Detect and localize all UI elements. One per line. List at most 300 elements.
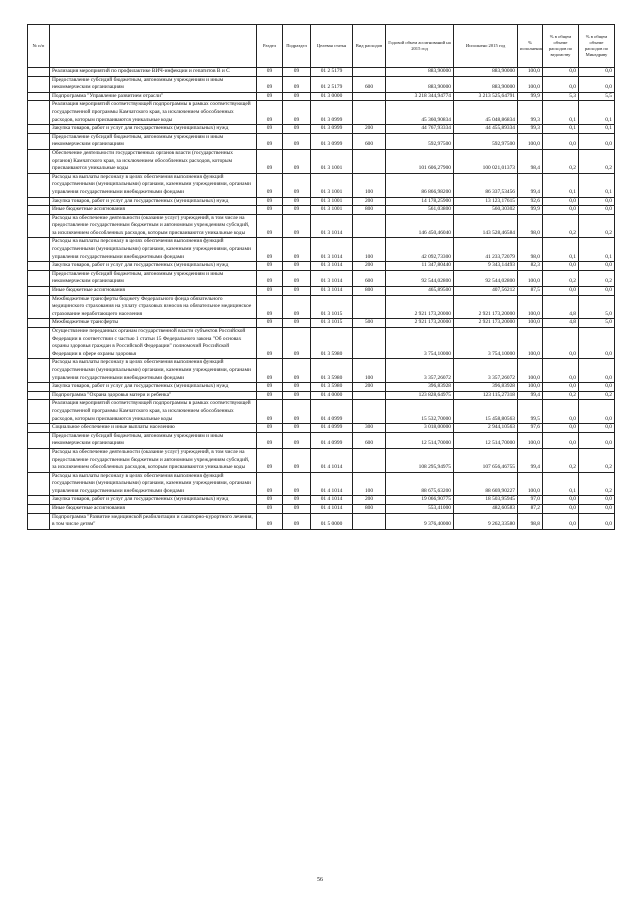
- row-podrazdel: 09: [283, 391, 311, 400]
- row-share1: 4,8: [543, 319, 579, 328]
- row-fact: 15 458,80563: [454, 400, 518, 424]
- row-plan: 592,97500: [386, 133, 454, 149]
- row-fact: 18 503,95945: [454, 496, 518, 505]
- row-name: Осуществление переданных органам государственной власти субъектов Российской Федерации в соответствии с частью 1 статьи 15 Федерального закона "Об основах охраны здоровья граждан в Российской Федерации" полномочий Российской Федерации в сфере охраны здоровья: [50, 328, 257, 359]
- row-pct: 99,4: [518, 391, 543, 400]
- row-fact: 143 528,46584: [454, 214, 518, 238]
- row-share2: 0,2: [579, 391, 615, 400]
- row-number: [28, 432, 50, 448]
- row-name: Предоставление субсидий бюджетным, автономным учреждениям и иным некоммерческим организациям: [50, 76, 257, 92]
- row-statya: 01 4 0000: [311, 391, 353, 400]
- row-pct: 99,4: [518, 448, 543, 472]
- row-podrazdel: 09: [283, 359, 311, 383]
- row-podrazdel: 09: [283, 400, 311, 424]
- row-fact: 3 213 525,64791: [454, 92, 518, 101]
- row-fact: 2 921 173,20000: [454, 319, 518, 328]
- row-razdel: 09: [257, 262, 283, 271]
- row-name: Подпрограмма "Развитие медицинской реабилитации и санаторно-курортного лечения, в том числе детям": [50, 513, 257, 529]
- row-razdel: 09: [257, 125, 283, 134]
- row-vid: [353, 400, 386, 424]
- row-podrazdel: 09: [283, 68, 311, 77]
- row-share2: 0,0: [579, 68, 615, 77]
- row-plan: 3 018,00000: [386, 424, 454, 433]
- row-share1: 0,2: [543, 391, 579, 400]
- budget-table: [27, 24, 615, 530]
- table-row: [28, 359, 615, 383]
- row-plan: 88 675,63200: [386, 472, 454, 496]
- row-fact: 9 343,14493: [454, 262, 518, 271]
- table-row: [28, 206, 615, 215]
- table-row: [28, 125, 615, 134]
- row-vid: 800: [353, 505, 386, 514]
- row-razdel: 09: [257, 76, 283, 92]
- table-row: [28, 149, 615, 173]
- table-row: [28, 68, 615, 77]
- row-vid: [353, 513, 386, 529]
- row-name: Расходы на выплаты персоналу в целях обеспечения выполнения функций государственными (муниципальными) органами, казенными учреждениями, органами управления государственными внебюджетными фондами: [50, 173, 257, 197]
- row-share1: 0,2: [543, 448, 579, 472]
- row-podrazdel: 09: [283, 133, 311, 149]
- table-row: [28, 391, 615, 400]
- row-share1: 0,0: [543, 206, 579, 215]
- row-statya: 01 3 5980: [311, 359, 353, 383]
- header-plan: Годовой объем ассигнований на 2015 год: [386, 25, 454, 68]
- row-name: Расходы на обеспечение деятельности (оказание услуг) учреждений, в том числе на предоставление государственным бюджетным и автономным учреждениям субсидий, за исключением обособленных расходов, которым присваиваются уникальные коды: [50, 448, 257, 472]
- table-row: [28, 513, 615, 529]
- row-razdel: 09: [257, 328, 283, 359]
- row-name: Реализация мероприятий соответствующей подпрограммы в рамках соответствующей государственной программы Камчатского края, за исключением обособленных расходов, которым присваиваются уникальные коды: [50, 101, 257, 125]
- row-share1: 0,0: [543, 496, 579, 505]
- row-share1: 0,1: [543, 101, 579, 125]
- table-row: [28, 262, 615, 271]
- table-row: [28, 287, 615, 296]
- row-share1: 0,1: [543, 472, 579, 496]
- row-pct: 99,9: [518, 206, 543, 215]
- table-row: [28, 295, 615, 319]
- header-name: [50, 25, 257, 68]
- row-pct: 82,3: [518, 262, 543, 271]
- row-share2: 0,2: [579, 472, 615, 496]
- row-share2: 5,0: [579, 295, 615, 319]
- row-number: [28, 133, 50, 149]
- row-podrazdel: 09: [283, 206, 311, 215]
- row-share1: 0,0: [543, 424, 579, 433]
- row-razdel: 09: [257, 133, 283, 149]
- row-name: Предоставление субсидий бюджетным, автономным учреждениям и иным некоммерческим организациям: [50, 133, 257, 149]
- table-row: [28, 496, 615, 505]
- row-statya: 01 4 1014: [311, 496, 353, 505]
- row-statya: 01 3 0000: [311, 92, 353, 101]
- row-statya: 01 3 0999: [311, 133, 353, 149]
- row-podrazdel: 09: [283, 383, 311, 392]
- row-share1: 0,0: [543, 287, 579, 296]
- row-fact: 13 123,17615: [454, 197, 518, 206]
- row-statya: 01 3 1014: [311, 238, 353, 262]
- row-share2: 0,2: [579, 149, 615, 173]
- row-share2: 0,1: [579, 238, 615, 262]
- table-row: [28, 173, 615, 197]
- table-row: [28, 505, 615, 514]
- row-podrazdel: 09: [283, 92, 311, 101]
- row-pct: 100,0: [518, 295, 543, 319]
- row-razdel: 09: [257, 432, 283, 448]
- row-statya: 01 3 1001: [311, 197, 353, 206]
- row-number: [28, 76, 50, 92]
- row-razdel: 09: [257, 513, 283, 529]
- row-plan: 92 544,02800: [386, 270, 454, 286]
- header-podrazdel: Подраздел: [283, 25, 311, 68]
- row-vid: 200: [353, 197, 386, 206]
- row-share1: 0,1: [543, 238, 579, 262]
- row-statya: 01 3 1014: [311, 287, 353, 296]
- header-num: № п/п: [28, 25, 50, 68]
- row-pct: 87,5: [518, 287, 543, 296]
- row-name: Закупка товаров, работ и услуг для государственных (муниципальных) нужд: [50, 383, 257, 392]
- row-pct: 99,5: [518, 400, 543, 424]
- row-pct: 100,0: [518, 383, 543, 392]
- row-plan: 42 092,73300: [386, 238, 454, 262]
- row-podrazdel: 09: [283, 270, 311, 286]
- row-pct: 100,0: [518, 133, 543, 149]
- row-share2: 0,2: [579, 214, 615, 238]
- table-body: [28, 68, 615, 530]
- header-vid: Вид расходов: [353, 25, 386, 68]
- row-razdel: 09: [257, 238, 283, 262]
- row-share2: 0,0: [579, 133, 615, 149]
- row-razdel: 09: [257, 173, 283, 197]
- row-share2: 0,0: [579, 359, 615, 383]
- row-plan: 108 295,94975: [386, 448, 454, 472]
- row-number: [28, 206, 50, 215]
- row-razdel: 09: [257, 92, 283, 101]
- row-podrazdel: 09: [283, 125, 311, 134]
- row-name: Иные бюджетные ассигнования: [50, 206, 257, 215]
- row-share1: 0,0: [543, 400, 579, 424]
- row-name: Предоставление субсидий бюджетным, автономным учреждениям и иным некоммерческим организациям: [50, 432, 257, 448]
- table-row: [28, 472, 615, 496]
- row-name: Иные бюджетные ассигнования: [50, 287, 257, 296]
- row-plan: 2 921 173,20000: [386, 319, 454, 328]
- row-share1: 0,1: [543, 125, 579, 134]
- row-statya: 01 2 5179: [311, 68, 353, 77]
- row-vid: 100: [353, 472, 386, 496]
- table-row: [28, 133, 615, 149]
- row-number: [28, 287, 50, 296]
- header-razdel: Раздел: [257, 25, 283, 68]
- row-podrazdel: 09: [283, 149, 311, 173]
- row-pct: 98,8: [518, 513, 543, 529]
- row-number: [28, 424, 50, 433]
- row-number: [28, 197, 50, 206]
- row-fact: 482,60583: [454, 505, 518, 514]
- row-statya: 01 4 0999: [311, 400, 353, 424]
- row-fact: 41 233,72079: [454, 238, 518, 262]
- row-name: Закупка товаров, работ и услуг для государственных (муниципальных) нужд: [50, 262, 257, 271]
- row-plan: 2 921 173,20000: [386, 295, 454, 319]
- row-vid: 600: [353, 133, 386, 149]
- row-share1: 0,2: [543, 214, 579, 238]
- row-statya: 01 5 0000: [311, 513, 353, 529]
- row-podrazdel: 09: [283, 424, 311, 433]
- row-vid: [353, 214, 386, 238]
- row-number: [28, 270, 50, 286]
- row-podrazdel: 09: [283, 287, 311, 296]
- row-number: [28, 125, 50, 134]
- row-statya: 01 4 0999: [311, 424, 353, 433]
- row-podrazdel: 09: [283, 238, 311, 262]
- row-number: [28, 262, 50, 271]
- row-razdel: 09: [257, 101, 283, 125]
- row-razdel: 09: [257, 383, 283, 392]
- row-statya: 01 3 0999: [311, 125, 353, 134]
- row-statya: 01 3 5980: [311, 328, 353, 359]
- row-name: Закупка товаров, работ и услуг для государственных (муниципальных) нужд: [50, 197, 257, 206]
- row-podrazdel: 09: [283, 448, 311, 472]
- row-fact: 9 262,33580: [454, 513, 518, 529]
- header-share1: % в общем объеме расходов по ведомству: [543, 25, 579, 68]
- row-number: [28, 496, 50, 505]
- row-fact: 45 048,86834: [454, 101, 518, 125]
- row-plan: 553,41000: [386, 505, 454, 514]
- row-podrazdel: 09: [283, 505, 311, 514]
- row-plan: 45 360,90834: [386, 101, 454, 125]
- row-share2: 0,0: [579, 513, 615, 529]
- row-razdel: 09: [257, 424, 283, 433]
- table-row: [28, 319, 615, 328]
- row-share2: 0,1: [579, 173, 615, 197]
- row-share2: 5,0: [579, 319, 615, 328]
- row-podrazdel: 09: [283, 197, 311, 206]
- row-podrazdel: 09: [283, 319, 311, 328]
- row-name: Подпрограмма "Охрана здоровья матери и ребенка": [50, 391, 257, 400]
- row-plan: 86 866,98200: [386, 173, 454, 197]
- row-share1: 4,8: [543, 295, 579, 319]
- row-pct: 98,0: [518, 214, 543, 238]
- header-pct: % исполнения: [518, 25, 543, 68]
- row-vid: 600: [353, 432, 386, 448]
- header-share2: % в общем объеме расходов по Минздраву: [579, 25, 615, 68]
- row-share2: 0,1: [579, 125, 615, 134]
- row-fact: 86 337,53456: [454, 173, 518, 197]
- row-name: Социальное обеспечение и иные выплаты населению: [50, 424, 257, 433]
- row-podrazdel: 09: [283, 173, 311, 197]
- row-share1: 0,0: [543, 383, 579, 392]
- header-statya: Целевая статья: [311, 25, 353, 68]
- row-vid: [353, 101, 386, 125]
- row-plan: 561,03800: [386, 206, 454, 215]
- row-name: Закупка товаров, работ и услуг для государственных (муниципальных) нужд: [50, 496, 257, 505]
- row-share2: 0,0: [579, 496, 615, 505]
- row-podrazdel: 09: [283, 432, 311, 448]
- row-fact: 2 944,10563: [454, 424, 518, 433]
- row-pct: 92,6: [518, 197, 543, 206]
- table-row: [28, 76, 615, 92]
- row-name: Расходы на обеспечение деятельности (оказание услуг) учреждений, в том числе на предоставление государственным бюджетным и автономным учреждениям субсидий, за исключением обособленных расходов, которым присваиваются уникальные коды: [50, 214, 257, 238]
- row-plan: 12 514,70000: [386, 432, 454, 448]
- row-plan: 3 357,26072: [386, 359, 454, 383]
- row-share2: 0,0: [579, 505, 615, 514]
- table-row: [28, 383, 615, 392]
- row-pct: 98,0: [518, 238, 543, 262]
- row-plan: 465,89500: [386, 287, 454, 296]
- row-vid: [353, 448, 386, 472]
- row-share2: 5,5: [579, 92, 615, 101]
- row-share1: 0,1: [543, 173, 579, 197]
- row-number: [28, 92, 50, 101]
- table-header-row: [28, 25, 615, 68]
- row-fact: 100 021,01373: [454, 149, 518, 173]
- row-number: [28, 214, 50, 238]
- row-statya: 01 4 1014: [311, 448, 353, 472]
- row-share1: 0,0: [543, 197, 579, 206]
- row-statya: 01 3 1001: [311, 173, 353, 197]
- row-statya: 01 3 5980: [311, 383, 353, 392]
- table-row: [28, 424, 615, 433]
- table-row: [28, 92, 615, 101]
- row-plan: 883,90000: [386, 76, 454, 92]
- row-podrazdel: 09: [283, 262, 311, 271]
- row-statya: 01 3 1014: [311, 214, 353, 238]
- row-share1: 0,0: [543, 328, 579, 359]
- row-pct: 100,0: [518, 76, 543, 92]
- row-name: Реализация мероприятий соответствующей подпрограммы в рамках соответствующей государственной программы Камчатского края, за исключением обособленных расходов, которым присваиваются уникальные коды: [50, 400, 257, 424]
- row-fact: 3 357,26072: [454, 359, 518, 383]
- row-number: [28, 513, 50, 529]
- row-number: [28, 149, 50, 173]
- row-plan: 11 347,80440: [386, 262, 454, 271]
- row-fact: 407,56212: [454, 287, 518, 296]
- row-vid: 800: [353, 287, 386, 296]
- row-name: Иные бюджетные ассигнования: [50, 505, 257, 514]
- table-row: [28, 432, 615, 448]
- table-row: [28, 238, 615, 262]
- row-name: Обеспечение деятельности государственных органов власти (государственных органов) Камчатского края, за исключением обособленных расходов, которым присваиваются уникальные коды: [50, 149, 257, 173]
- row-vid: 200: [353, 125, 386, 134]
- row-statya: 01 3 1014: [311, 270, 353, 286]
- row-fact: 3 754,10000: [454, 328, 518, 359]
- row-razdel: 09: [257, 391, 283, 400]
- row-number: [28, 295, 50, 319]
- row-name: Подпрограмма "Управление развитием отрасли": [50, 92, 257, 101]
- row-share1: 0,0: [543, 133, 579, 149]
- row-share2: 0,0: [579, 424, 615, 433]
- row-share2: 0,0: [579, 400, 615, 424]
- row-pct: 98,4: [518, 149, 543, 173]
- page-number: 56: [317, 877, 323, 883]
- row-share2: 0,0: [579, 197, 615, 206]
- row-number: [28, 383, 50, 392]
- row-name: Предоставление субсидий бюджетным, автономным учреждениям и иным некоммерческим организациям: [50, 270, 257, 286]
- row-vid: 600: [353, 270, 386, 286]
- row-share1: 0,0: [543, 432, 579, 448]
- row-razdel: 09: [257, 287, 283, 296]
- row-fact: 107 656,46755: [454, 448, 518, 472]
- row-number: [28, 400, 50, 424]
- row-share1: 0,0: [543, 76, 579, 92]
- table-row: [28, 328, 615, 359]
- row-fact: 92 544,02800: [454, 270, 518, 286]
- row-share2: 0,0: [579, 328, 615, 359]
- row-vid: 100: [353, 359, 386, 383]
- row-statya: 01 3 0999: [311, 101, 353, 125]
- row-podrazdel: 09: [283, 513, 311, 529]
- row-share2: 0,0: [579, 262, 615, 271]
- row-vid: 500: [353, 319, 386, 328]
- row-fact: 592,97500: [454, 133, 518, 149]
- row-razdel: 09: [257, 206, 283, 215]
- row-vid: [353, 295, 386, 319]
- row-razdel: 09: [257, 359, 283, 383]
- row-vid: [353, 328, 386, 359]
- row-podrazdel: 09: [283, 472, 311, 496]
- row-number: [28, 328, 50, 359]
- row-statya: 01 4 1014: [311, 472, 353, 496]
- row-share1: 0,0: [543, 359, 579, 383]
- row-fact: 883,90000: [454, 76, 518, 92]
- row-share1: 0,2: [543, 149, 579, 173]
- row-plan: 14 178,25900: [386, 197, 454, 206]
- row-share2: 0,0: [579, 432, 615, 448]
- row-plan: 9 376,40000: [386, 513, 454, 529]
- row-razdel: 09: [257, 270, 283, 286]
- row-vid: [353, 92, 386, 101]
- row-vid: 800: [353, 206, 386, 215]
- row-name: Расходы на выплаты персоналу в целях обеспечения выполнения функций государственными (муниципальными) органами, казенными учреждениями, органами управления государственными внебюджетными фондами: [50, 359, 257, 383]
- row-fact: 883,90000: [454, 68, 518, 77]
- row-plan: 44 767,93334: [386, 125, 454, 134]
- row-name: Межбюджетные трансферты бюджету Федерального фонда обязательного медицинского страхования на уплату страховых взносов на обязательное медицинское страхование неработающего населения: [50, 295, 257, 319]
- row-name: Расходы на выплаты персоналу в целях обеспечения выполнения функций государственными (муниципальными) органами, казенными учреждениями, органами управления государственными внебюджетными фондами: [50, 472, 257, 496]
- row-pct: 100,0: [518, 432, 543, 448]
- row-share1: 0,0: [543, 68, 579, 77]
- row-number: [28, 173, 50, 197]
- row-plan: 3 754,10000: [386, 328, 454, 359]
- row-vid: 200: [353, 262, 386, 271]
- table-row: [28, 214, 615, 238]
- row-pct: 100,0: [518, 319, 543, 328]
- row-statya: 01 3 1001: [311, 149, 353, 173]
- row-razdel: 09: [257, 505, 283, 514]
- row-pct: 100,0: [518, 359, 543, 383]
- row-number: [28, 101, 50, 125]
- row-statya: 01 3 1014: [311, 262, 353, 271]
- row-share2: 0,0: [579, 383, 615, 392]
- row-name: Расходы на выплаты персоналу в целях обеспечения выполнения функций государственными (муниципальными) органами, казенными учреждениями, органами управления государственными внебюджетными фондами: [50, 238, 257, 262]
- row-vid: 100: [353, 238, 386, 262]
- row-name: Реализация мероприятий по профилактике ВИЧ-инфекции и гепатитов В и С: [50, 68, 257, 77]
- row-name: Межбюджетные трансферты: [50, 319, 257, 328]
- row-statya: 01 3 1015: [311, 295, 353, 319]
- row-pct: 97,0: [518, 496, 543, 505]
- table-row: [28, 448, 615, 472]
- row-share1: 0,0: [543, 505, 579, 514]
- row-number: [28, 319, 50, 328]
- row-vid: [353, 391, 386, 400]
- row-vid: 200: [353, 383, 386, 392]
- row-podrazdel: 09: [283, 101, 311, 125]
- row-share2: 0,1: [579, 101, 615, 125]
- row-razdel: 09: [257, 448, 283, 472]
- row-fact: 560,30302: [454, 206, 518, 215]
- row-podrazdel: 09: [283, 295, 311, 319]
- row-statya: 01 2 5179: [311, 76, 353, 92]
- row-razdel: 09: [257, 400, 283, 424]
- row-razdel: 09: [257, 295, 283, 319]
- table-row: [28, 197, 615, 206]
- row-share1: 5,3: [543, 92, 579, 101]
- row-vid: 200: [353, 496, 386, 505]
- row-share2: 0,0: [579, 287, 615, 296]
